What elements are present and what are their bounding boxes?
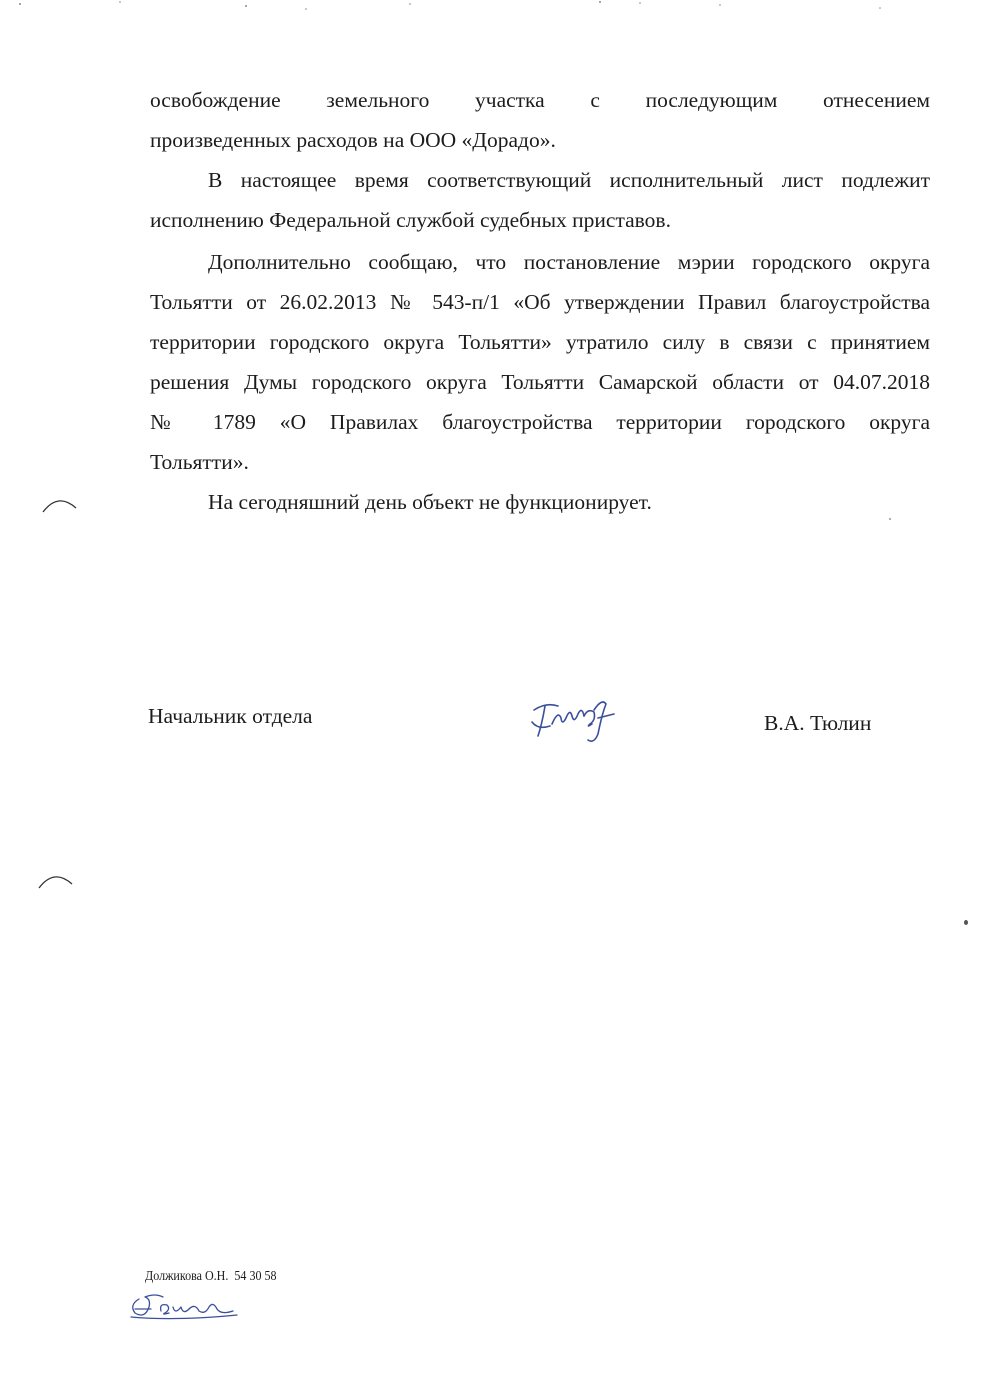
scan-speck (889, 518, 891, 520)
paragraph-line: освобождение земельного участка с последующим отнесением (150, 88, 930, 112)
paragraph-resolution (150, 242, 930, 482)
paragraph-continuation (150, 80, 930, 160)
punch-hole-mark (40, 494, 80, 514)
paragraph-line: решения Думы городского округа Тольятти Самарской области от 04.07.2018 (150, 370, 930, 394)
paragraph-line: Тольятти». (150, 450, 249, 474)
paragraph-enforcement (150, 160, 930, 240)
paragraph-status (150, 482, 930, 522)
paragraph-line: Тольятти от 26.02.2013 № 543-п/1 «Об утверждении Правил благоустройства (150, 290, 930, 314)
handwritten-signature (528, 694, 620, 746)
signer-name: В.А. Тюлин (764, 711, 872, 735)
paragraph-line: территории городского округа Тольятти» утратило силу в связи с принятием (150, 330, 930, 354)
scan-artifact (0, 0, 999, 14)
paragraph-line: В настоящее время соответствующий исполнительный лист подлежит (208, 168, 930, 192)
paragraph-line: На сегодняшний день объект не функционирует. (208, 490, 652, 514)
scan-speck (964, 920, 968, 925)
paragraph-line: № 1789 «О Правилах благоустройства территории городского округа (150, 410, 930, 434)
paragraph-line: Дополнительно сообщаю, что постановление мэрии городского округа (208, 250, 930, 274)
executor-signature (125, 1289, 243, 1323)
paragraph-line: исполнению Федеральной службой судебных приставов. (150, 208, 671, 232)
punch-hole-mark (36, 870, 76, 890)
signer-position: Начальник отдела (148, 704, 313, 728)
paragraph-line: произведенных расходов на ООО «Дорадо». (150, 128, 556, 152)
executor-contact: Должикова О.Н. 54 30 58 (145, 1269, 277, 1284)
